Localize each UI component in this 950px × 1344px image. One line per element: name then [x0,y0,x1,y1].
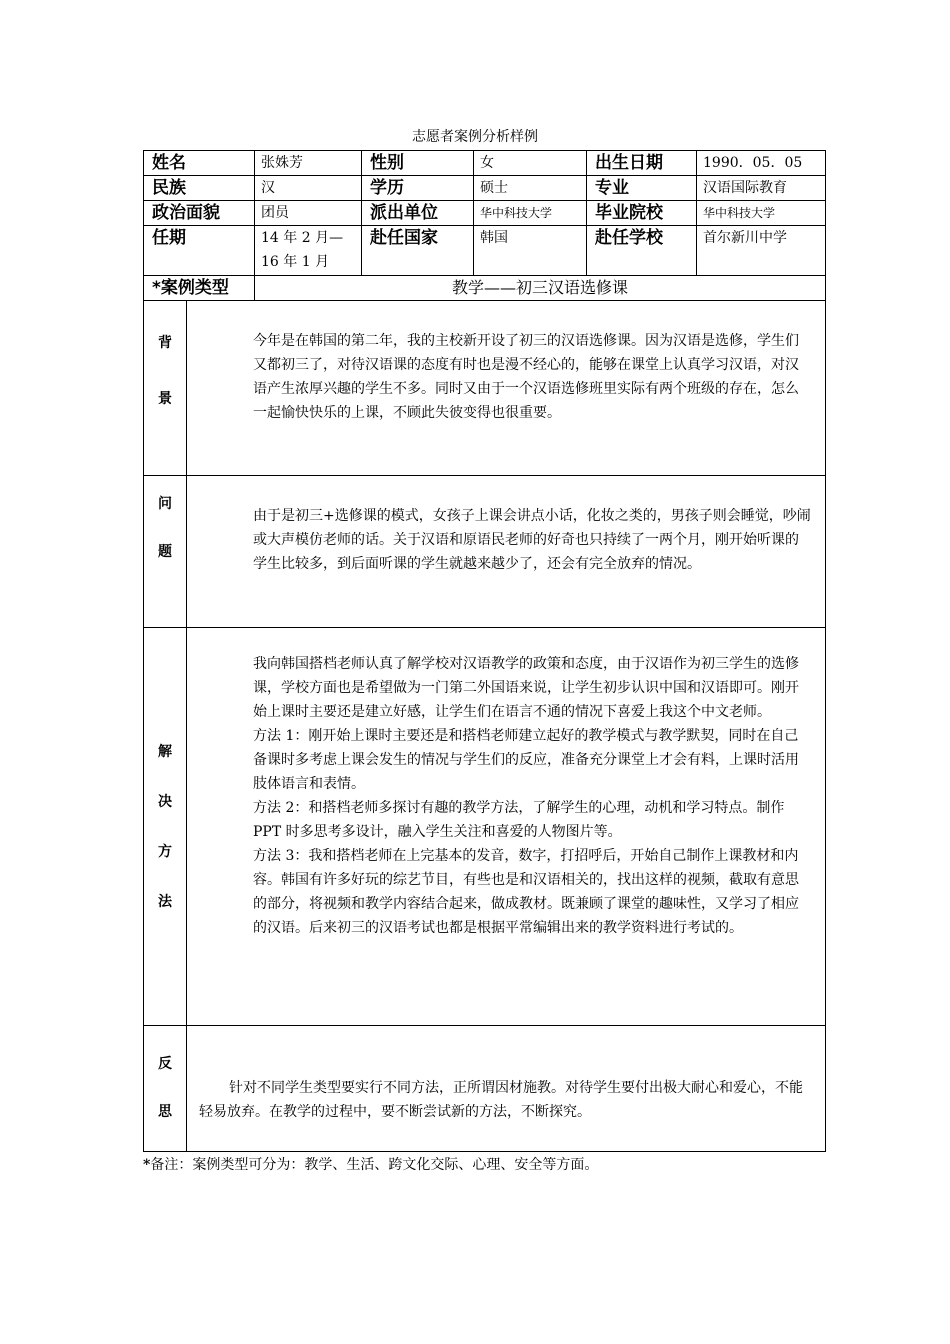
reflection-text [187,1026,826,1152]
term-value [255,226,362,276]
case-analysis-table [143,150,826,1152]
info-row-4 [144,226,826,276]
reflection-row [144,1026,826,1152]
problem-heading [144,476,187,628]
solution-heading-char-1: 解 [158,743,172,760]
case-type-label: *案例类型 [144,276,255,301]
major-label: 专业 [587,176,697,201]
term-line-2: 16 年 1 月 [261,254,330,270]
solution-paragraph-4: 方法 3：我和搭档老师在上完基本的发音，数字，打招呼后，开始自己制作上课教材和内容。韩国有许多好玩的综艺节目，有些也是和汉语相关的，找出这样的视频，截取有意思的部分，将视频和教学内容结合起来，做成教材。既兼顾了课堂的趣味性，又学习了相应的汉语。后来初三的汉语考试也都是根据平常编辑出来的教学资料进行考试的。 [253,848,799,936]
school-value: 首尔新川中学 [697,226,826,276]
dob-value: 1990．05．05 [697,151,826,176]
solution-heading [144,628,187,1026]
edu-value: 硕士 [474,176,587,201]
graduate-value: 华中科技大学 [697,201,826,226]
dispatch-value: 华中科技大学 [474,201,587,226]
dob-label: 出生日期 [587,151,697,176]
solution-heading-char-4: 法 [158,893,172,910]
reflection-paragraph: 针对不同学生类型要实行不同方法，正所谓因材施教。对待学生要付出极大耐心和爱心，不能轻易放弃。在教学的过程中，要不断尝试新的方法，不断探究。 [199,1080,803,1120]
graduate-label: 毕业院校 [587,201,697,226]
background-heading-char-1: 背 [158,335,172,351]
case-type-row [144,276,826,301]
gender-value: 女 [474,151,587,176]
reflection-heading [144,1026,187,1152]
edu-label: 学历 [362,176,474,201]
solution-row [144,628,826,1026]
background-heading [144,301,187,476]
political-label: 政治面貌 [144,201,255,226]
political-value: 团员 [255,201,362,226]
info-row-1 [144,151,826,176]
ethnic-value: 汉 [255,176,362,201]
major-value: 汉语国际教育 [697,176,826,201]
school-label: 赴任学校 [587,226,697,276]
ethnic-label: 民族 [144,176,255,201]
info-row-3 [144,201,826,226]
background-heading-char-2: 景 [158,391,172,407]
info-row-2 [144,176,826,201]
footnote-star: * [143,1157,151,1173]
name-label: 姓名 [144,151,255,176]
dispatch-label: 派出单位 [362,201,474,226]
term-label: 任期 [144,226,255,276]
solution-body [187,628,826,1026]
solution-paragraph-1: 我向韩国搭档老师认真了解学校对汉语教学的政策和态度，由于汉语作为初三学生的选修课，学校方面也是希望做为一门第二外国语来说，让学生初步认识中国和汉语即可。刚开始上课时主要还是建立好感，让学生们在语言不通的情况下喜爱上我这个中文老师。 [253,656,799,720]
solution-paragraph-2: 方法 1：刚开始上课时主要还是和搭档老师建立起好的教学模式与教学默契，同时在自己备课时多考虑上课会发生的情况与学生们的反应，准备充分课堂上才会有料，上课时活用肢体语言和表情。 [253,728,799,792]
problem-text: 由于是初三+选修课的模式，女孩子上课会讲点小话，化妆之类的，男孩子则会睡觉，吵闹或大声模仿老师的话。关于汉语和原语民老师的好奇也只持续了一两个月，刚开始听课的学生比较多，到后面听课的学生就越来越少了，还会有完全放弃的情况。 [187,476,826,628]
background-row [144,301,826,476]
term-line-1: 14 年 2 月— [261,230,344,246]
problem-row [144,476,826,628]
background-text: 今年是在韩国的第二年，我的主校新开设了初三的汉语选修课。因为汉语是选修，学生们又都初三了，对待汉语课的态度有时也是漫不经心的，能够在课堂上认真学习汉语，对汉语产生浓厚兴趣的学生不多。同时又由于一个汉语选修班里实际有两个班级的存在，怎么一起愉快快乐的上课，不顾此失彼变得也很重要。 [187,301,826,476]
problem-heading-char-1: 问 [158,496,172,512]
solution-heading-char-2: 决 [158,793,172,810]
problem-heading-char-2: 题 [158,544,172,560]
gender-label: 性别 [362,151,474,176]
country-label: 赴任国家 [362,226,474,276]
name-value: 张姝芳 [255,151,362,176]
reflection-heading-char-2: 思 [158,1104,172,1120]
document-title: 志愿者案例分析样例 [412,129,538,145]
solution-paragraph-3: 方法 2：和搭档老师多探讨有趣的教学方法，了解学生的心理，动机和学习特点。制作 PPT 时多思考多设计，融入学生关注和喜爱的人物图片等。 [253,800,785,840]
case-type-value: 教学——初三汉语选修课 [255,276,826,301]
country-value: 韩国 [474,226,587,276]
footnote-text: 备注：案例类型可分为：教学、生活、跨文化交际、心理、安全等方面。 [150,1157,599,1173]
reflection-heading-char-1: 反 [158,1056,172,1072]
solution-heading-char-3: 方 [158,843,172,860]
footnote [143,1154,598,1176]
